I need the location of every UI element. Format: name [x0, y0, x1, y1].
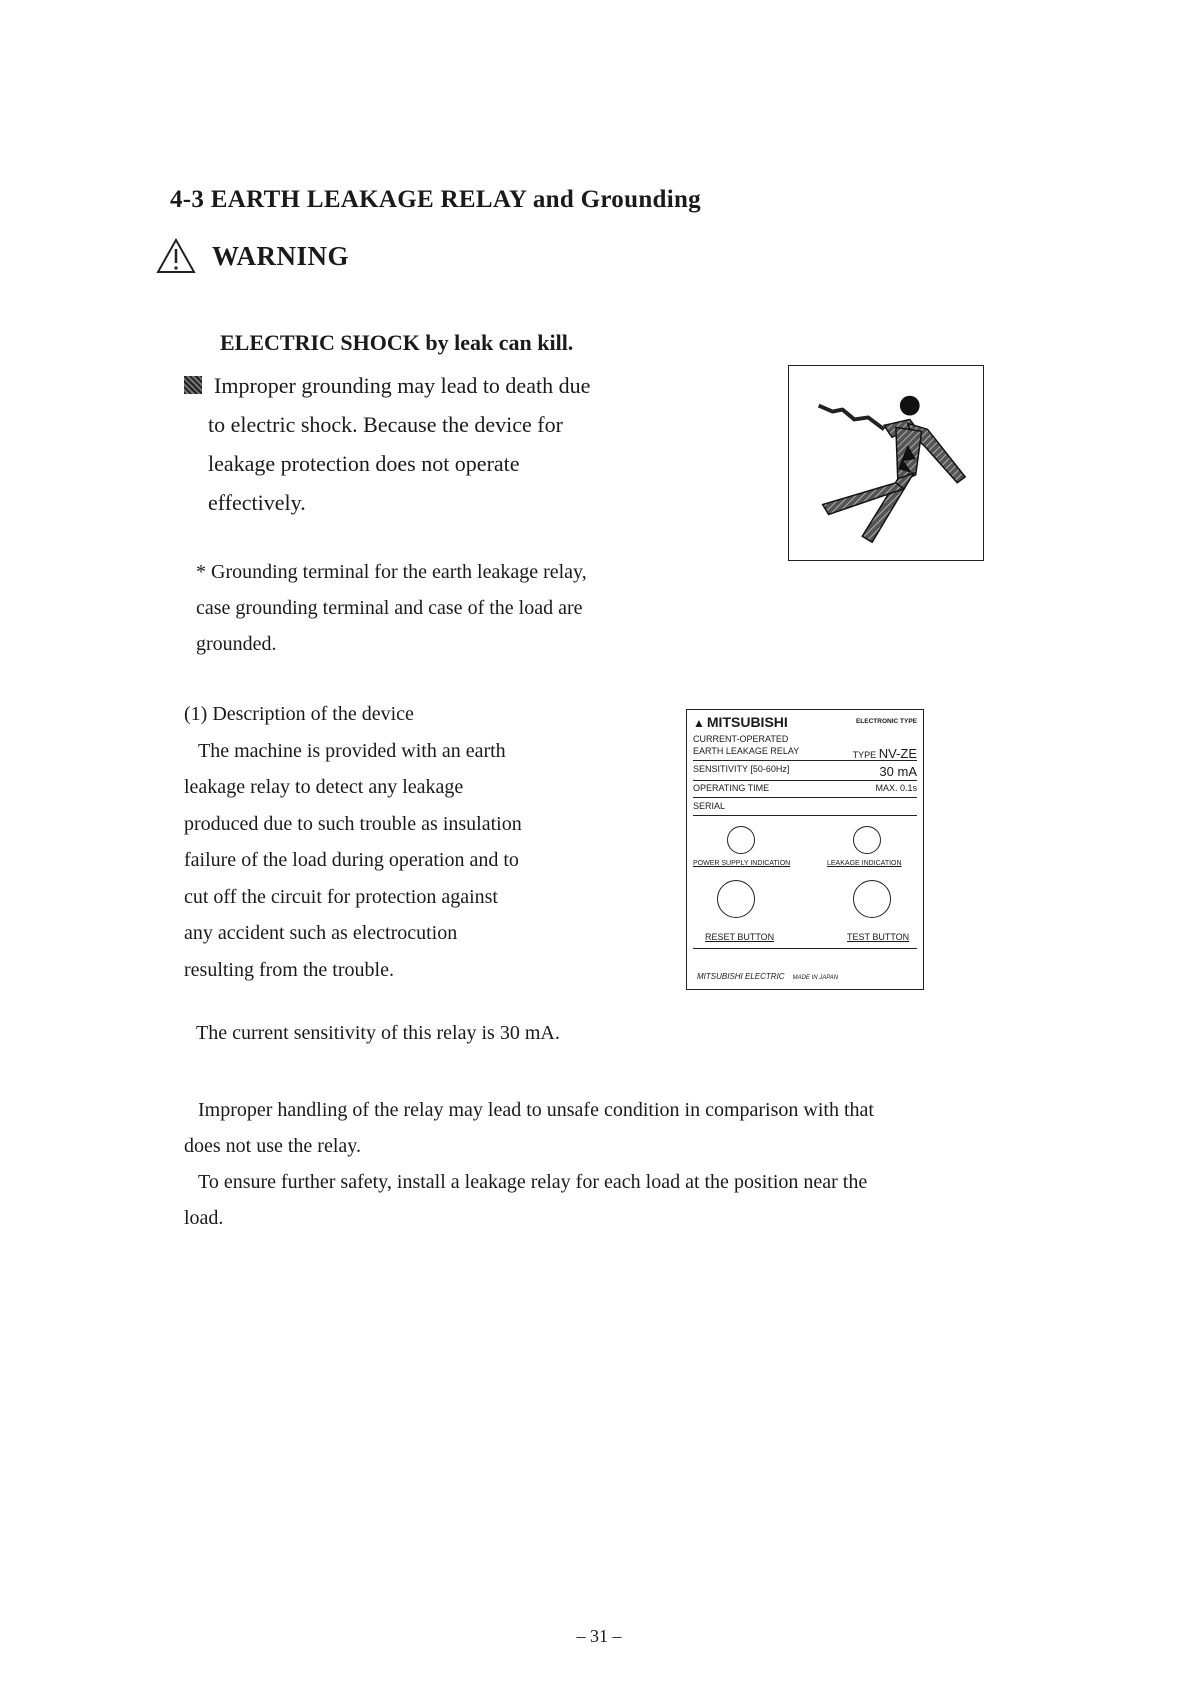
relay-name-row	[693, 746, 917, 761]
description-line: The machine is provided with an earth	[198, 739, 506, 762]
electric-shock-icon	[789, 366, 983, 560]
safety-paragraphs	[184, 1092, 1024, 1236]
description-line: any accident such as electrocution	[184, 922, 458, 944]
power-indicator-lamp	[727, 826, 755, 854]
bullet-line: Improper grounding may lead to death due	[214, 373, 591, 398]
relay-divider	[693, 780, 917, 781]
bullet-line: leakage protection does not operate	[208, 451, 520, 476]
paragraph-line: does not use the relay.	[184, 1135, 361, 1157]
warning-bullet	[182, 366, 682, 522]
note-line: grounded.	[196, 633, 277, 655]
description-heading: (1) Description of the device	[184, 703, 414, 725]
relay-divider	[693, 815, 917, 816]
reset-button	[717, 880, 755, 918]
square-bullet-icon	[184, 376, 202, 394]
relay-operating-label: OPERATING TIME	[693, 783, 770, 793]
relay-panel-image	[686, 709, 924, 990]
bullet-line: to electric shock. Because the device for	[208, 412, 563, 437]
warning-header	[156, 238, 349, 274]
page-number: – 31 –	[576, 1626, 622, 1646]
relay-type-prefix: TYPE	[852, 750, 877, 760]
relay-name: EARTH LEAKAGE RELAY	[693, 746, 800, 756]
relay-sensitivity-value: 30 mA	[879, 764, 917, 779]
relay-divider	[693, 797, 917, 798]
test-button	[853, 880, 891, 918]
shock-heading: ELECTRIC SHOCK by leak can kill.	[220, 330, 574, 355]
relay-type-value: NV-ZE	[878, 746, 917, 761]
relay-footer-maker: MITSUBISHI ELECTRIC	[697, 972, 785, 981]
relay-current-operated: CURRENT-OPERATED	[693, 734, 789, 744]
description-line: produced due to such trouble as insulation	[184, 812, 522, 835]
paragraph-line: To ensure further safety, install a leakage relay for each load at the position near the	[198, 1171, 868, 1193]
relay-serial-label: SERIAL	[693, 801, 726, 811]
relay-operating-row	[693, 783, 917, 793]
section-title: 4-3 EARTH LEAKAGE RELAY and Grounding	[170, 186, 701, 213]
warning-label: WARNING	[212, 240, 350, 271]
sensitivity-line: The current sensitivity of this relay is 30 mA.	[196, 1022, 560, 1044]
relay-sensitivity-label: SENSITIVITY [50-60Hz]	[693, 764, 790, 774]
description-line: resulting from the trouble.	[184, 958, 394, 981]
note-line: case grounding terminal and case of the load are	[196, 597, 583, 619]
device-description	[184, 696, 684, 988]
relay-divider	[693, 760, 917, 761]
mitsubishi-logo-icon: ▲	[693, 716, 705, 730]
relay-sensitivity-row	[693, 764, 917, 779]
leakage-indication-label: LEAKAGE INDICATION	[827, 860, 902, 867]
grounding-note	[196, 554, 696, 662]
power-indication-label: POWER SUPPLY INDICATION	[693, 860, 791, 867]
description-line: failure of the load during operation and to	[184, 849, 519, 871]
relay-divider	[693, 948, 917, 949]
relay-brand	[693, 714, 917, 730]
note-line: * Grounding terminal for the earth leakage relay,	[196, 561, 587, 583]
description-line: cut off the circuit for protection against	[184, 885, 498, 908]
relay-footer-made: MADE IN JAPAN	[792, 975, 839, 981]
bullet-line: effectively.	[208, 490, 306, 515]
relay-footer	[697, 972, 838, 981]
paragraph-line: load.	[184, 1207, 224, 1229]
warning-triangle-icon	[156, 238, 196, 274]
paragraph-line: Improper handling of the relay may lead to unsafe condition in comparison with that	[198, 1099, 874, 1121]
relay-electronic-type: ELECTRONIC TYPE	[855, 718, 917, 725]
relay-brand-text: MITSUBISHI	[706, 714, 788, 730]
leakage-indicator-lamp	[853, 826, 881, 854]
description-line: leakage relay to detect any leakage	[184, 776, 464, 798]
reset-button-label: RESET BUTTON	[705, 932, 775, 942]
electric-shock-image	[788, 365, 984, 561]
test-button-label: TEST BUTTON	[847, 932, 910, 942]
relay-operating-value: MAX. 0.1s	[875, 783, 917, 793]
relay-type	[853, 746, 917, 761]
